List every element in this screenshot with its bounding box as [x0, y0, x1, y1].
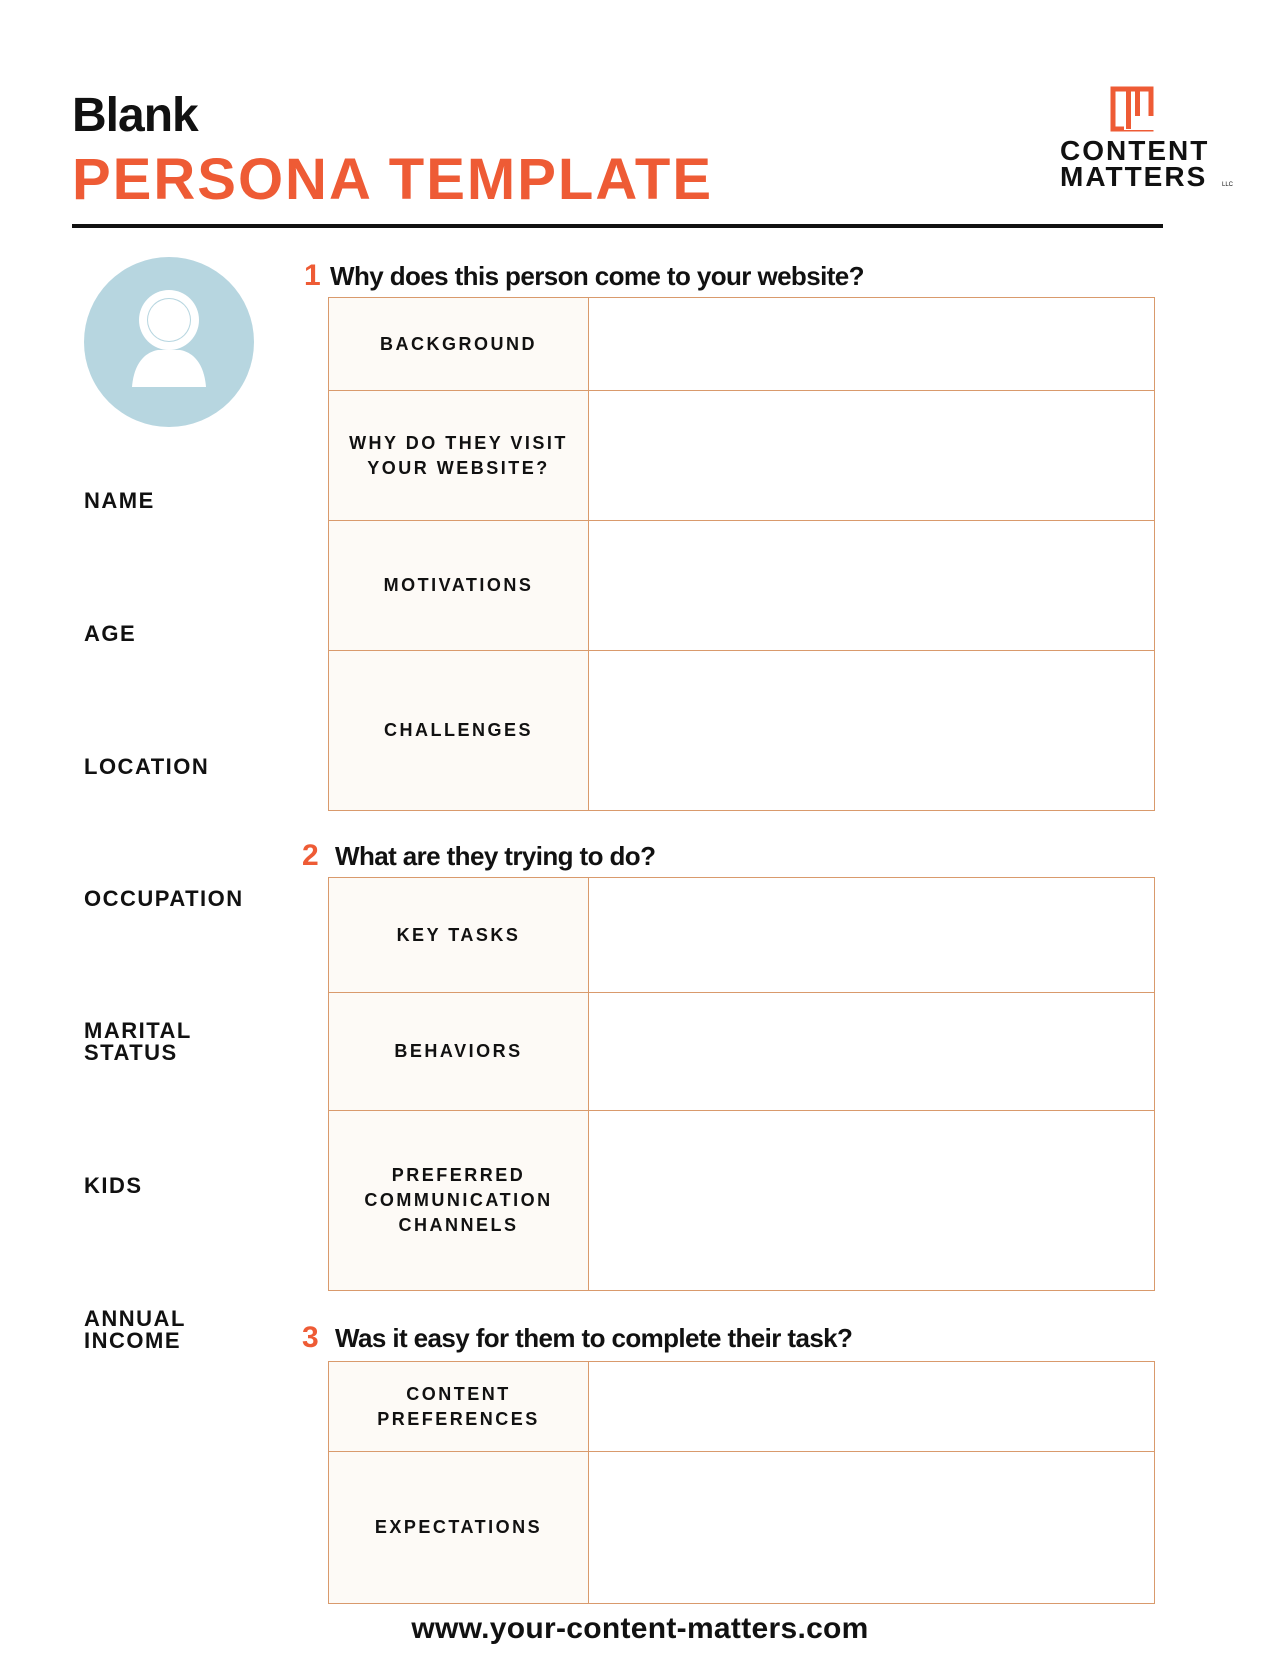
- row-label-why-visit: WHY DO THEY VISIT YOUR WEBSITE?: [329, 391, 589, 520]
- row-label-communication-channels: PREFERRED COMMUNICATION CHANNELS: [329, 1111, 589, 1290]
- row-value-content-preferences[interactable]: [589, 1362, 1154, 1451]
- field-label-kids: KIDS: [84, 1173, 143, 1198]
- page-title: PERSONA TEMPLATE: [72, 147, 714, 212]
- row-value-communication-channels[interactable]: [589, 1111, 1154, 1290]
- row-label-behaviors: BEHAVIORS: [329, 993, 589, 1110]
- footer-url: www.your-content-matters.com: [411, 1612, 869, 1645]
- row-value-motivations[interactable]: [589, 521, 1154, 650]
- table-row: [329, 992, 1154, 1110]
- field-label-name: NAME: [84, 488, 155, 513]
- header-divider: [72, 224, 1163, 228]
- logo-text-line2: MATTERS: [1060, 161, 1208, 192]
- section-1-question: Why does this person come to your website?: [330, 261, 864, 291]
- title-blank: Blank: [72, 89, 198, 142]
- logo-suffix: LLC: [1222, 182, 1234, 188]
- section-2-number: 2: [302, 839, 319, 872]
- table-row: [329, 1451, 1154, 1603]
- table-row: [329, 390, 1154, 520]
- field-label-marital-status: MARITAL STATUS: [84, 1018, 192, 1065]
- row-label-challenges: CHALLENGES: [329, 651, 589, 810]
- field-label-occupation: OCCUPATION: [84, 886, 244, 911]
- row-value-expectations[interactable]: [589, 1452, 1154, 1603]
- avatar-placeholder-icon: [84, 257, 254, 427]
- row-label-content-preferences: CONTENT PREFERENCES: [329, 1362, 589, 1451]
- table-row: [329, 520, 1154, 650]
- section-3-table: [328, 1361, 1155, 1604]
- section-2-table: [328, 877, 1155, 1291]
- table-row: [329, 650, 1154, 810]
- row-label-expectations: EXPECTATIONS: [329, 1452, 589, 1603]
- row-value-behaviors[interactable]: [589, 993, 1154, 1110]
- row-label-background: BACKGROUND: [329, 298, 589, 390]
- table-row: [329, 878, 1154, 992]
- logo-mark-icon: [1110, 86, 1154, 132]
- table-row: [329, 1362, 1154, 1451]
- field-label-annual-income: ANNUAL INCOME: [84, 1306, 186, 1353]
- content-matters-logo: [1040, 86, 1234, 196]
- section-3-question: Was it easy for them to complete their task?: [335, 1323, 853, 1353]
- table-row: [329, 298, 1154, 390]
- row-label-motivations: MOTIVATIONS: [329, 521, 589, 650]
- section-2-question: What are they trying to do?: [335, 841, 656, 871]
- row-value-why-visit[interactable]: [589, 391, 1154, 520]
- section-1-number: 1: [304, 259, 321, 292]
- row-value-key-tasks[interactable]: [589, 878, 1154, 992]
- field-label-location: LOCATION: [84, 754, 210, 779]
- field-label-age: AGE: [84, 621, 137, 646]
- row-value-challenges[interactable]: [589, 651, 1154, 810]
- section-3-number: 3: [302, 1321, 319, 1354]
- table-row: [329, 1110, 1154, 1290]
- row-value-background[interactable]: [589, 298, 1154, 390]
- section-1-table: [328, 297, 1155, 811]
- row-label-key-tasks: KEY TASKS: [329, 878, 589, 992]
- logo-text-line1: CONTENT: [1060, 135, 1210, 166]
